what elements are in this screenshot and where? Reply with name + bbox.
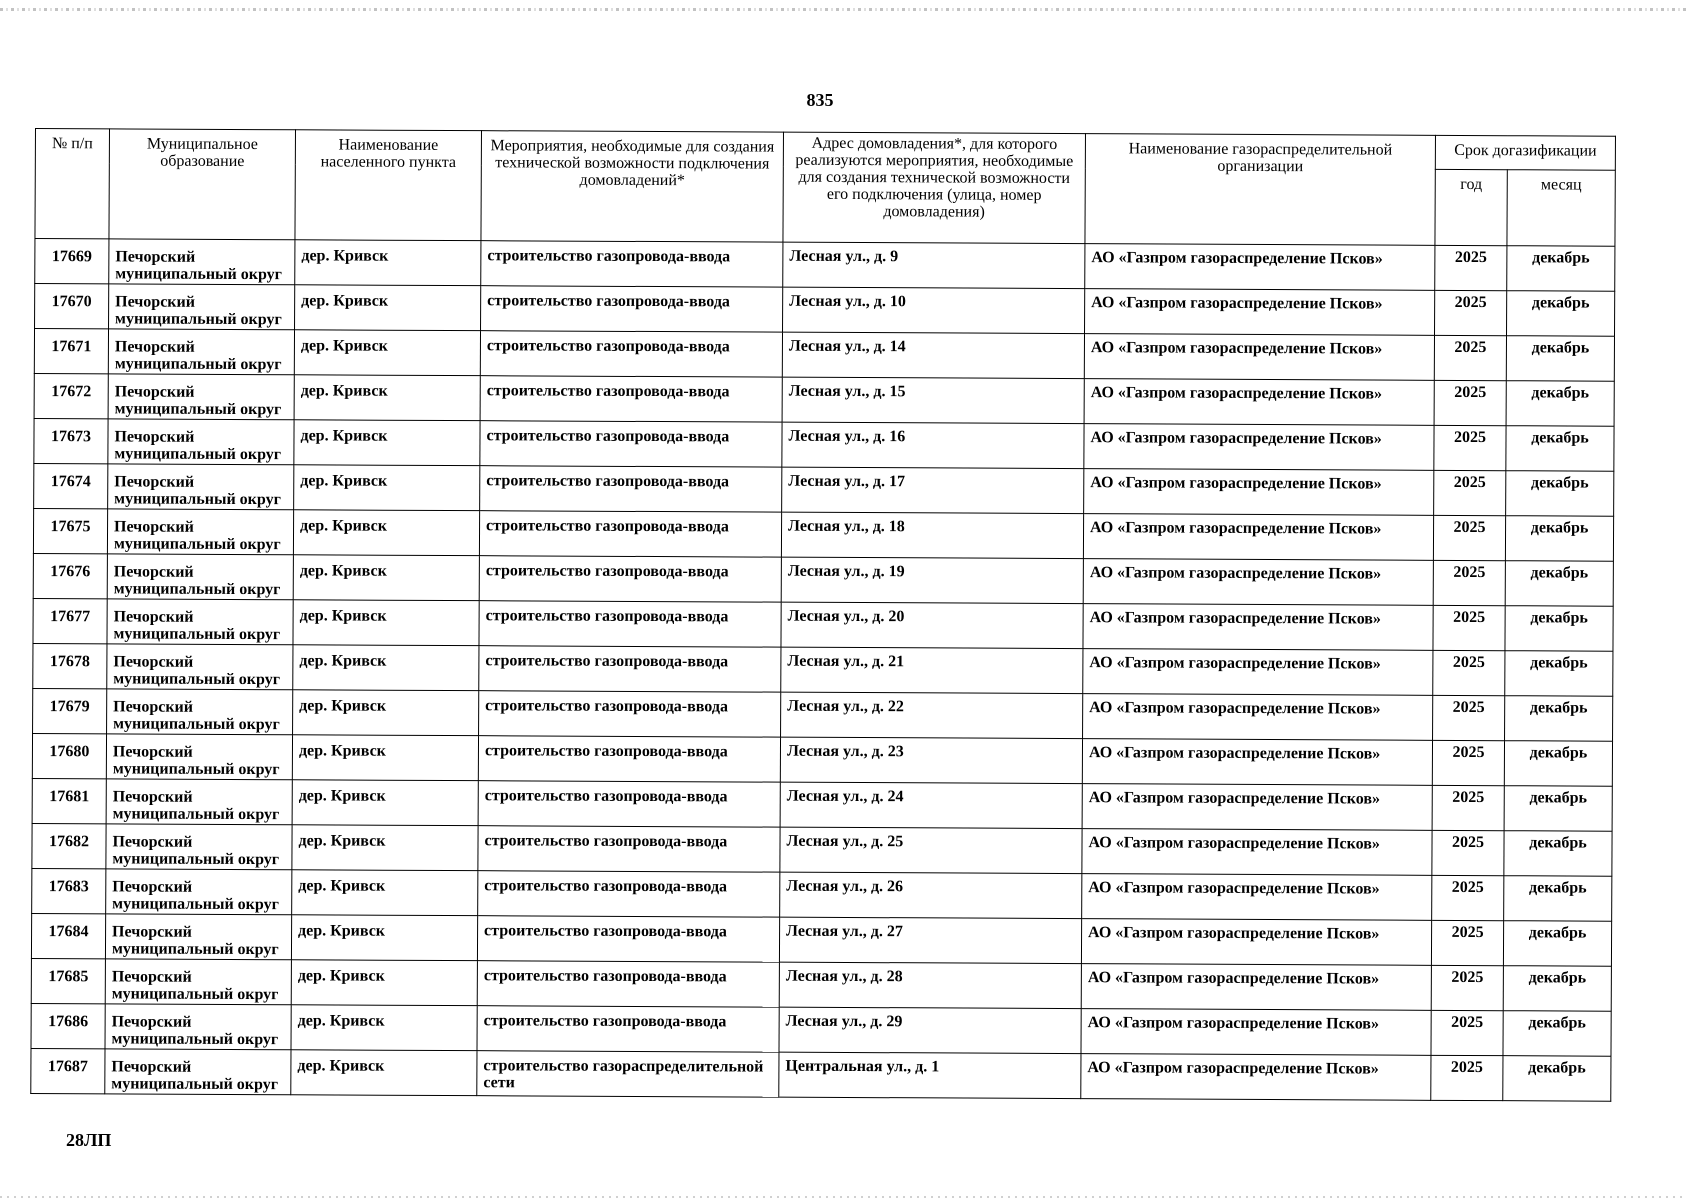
cell-activity: строительство газопровода-ввода [479, 511, 781, 557]
header-municipality: Муниципальное образование [109, 129, 296, 240]
cell-number: 17687 [31, 1048, 105, 1093]
cell-activity: строительство газопровода-ввода [478, 871, 780, 917]
cell-municipality [105, 914, 291, 960]
cell-municipality [107, 599, 293, 645]
cell-number: 17679 [33, 688, 107, 733]
cell-municipality [107, 509, 293, 555]
cell-month: декабрь [1504, 831, 1612, 877]
cell-number: 17672 [34, 373, 108, 418]
header-num: № п/п [35, 129, 110, 239]
table-row [33, 688, 1613, 741]
cell-settlement: дер. Кривск [293, 690, 479, 736]
cell-address: Лесная ул., д. 24 [780, 782, 1082, 828]
cell-settlement: дер. Кривск [293, 510, 479, 556]
cell-settlement: дер. Кривск [295, 240, 481, 286]
cell-address: Лесная ул., д. 28 [779, 962, 1081, 1008]
cell-number: 17676 [33, 553, 107, 598]
cell-settlement: дер. Кривск [293, 645, 479, 691]
cell-organization: АО «Газпром газораспределение Псков» [1085, 244, 1435, 291]
cell-organization: АО «Газпром газораспределение Псков» [1083, 559, 1433, 606]
cell-address: Лесная ул., д. 18 [781, 512, 1083, 558]
cell-year: 2025 [1432, 740, 1504, 785]
header-activities: Мероприятия, необходимые для создания технической возможности подключения домовладений* [481, 131, 784, 242]
header-organization: Наименование газораспределительной организации [1085, 134, 1436, 246]
cell-municipality [108, 329, 294, 375]
cell-number: 17685 [31, 958, 105, 1003]
cell-month: декабрь [1505, 651, 1613, 697]
table-row [31, 958, 1611, 1011]
municipality-name: Печорский [112, 878, 193, 896]
cell-settlement: дер. Кривск [293, 600, 479, 646]
municipality-name: Печорский [112, 788, 193, 806]
cell-organization: АО «Газпром газораспределение Псков» [1082, 829, 1432, 876]
header-month: месяц [1507, 170, 1615, 247]
cell-year: 2025 [1435, 245, 1507, 290]
municipality-name: Печорский [114, 383, 195, 401]
cell-year: 2025 [1432, 875, 1504, 920]
municipality-name: Печорский [111, 1013, 192, 1031]
cell-year: 2025 [1433, 695, 1505, 740]
cell-month: декабрь [1507, 291, 1615, 337]
cell-activity: строительство газопровода-ввода [481, 241, 783, 287]
table-row [34, 373, 1614, 426]
municipality-name: Печорский [114, 428, 195, 446]
page-number: 835 [806, 90, 834, 110]
cell-month: декабрь [1506, 471, 1614, 517]
header-settlement: Наименование населенного пункта [295, 130, 482, 241]
cell-year: 2025 [1433, 605, 1505, 650]
municipality-name: Печорский [111, 968, 192, 986]
header-year: год [1435, 169, 1507, 245]
cell-number: 17680 [32, 733, 106, 778]
header-address: Адрес домовладения*, для которого реализуются мероприятия, необходимые для создания технической возможности его подключения (улица, номер домовладения) [783, 132, 1086, 243]
cell-organization: АО «Газпром газораспределение Псков» [1082, 784, 1432, 831]
cell-municipality [107, 689, 293, 735]
municipality-name: Печорский [111, 1058, 192, 1076]
municipality-name: Печорский [113, 698, 194, 716]
cell-address: Лесная ул., д. 9 [783, 242, 1085, 288]
cell-organization: АО «Газпром газораспределение Псков» [1081, 964, 1431, 1011]
cell-organization: АО «Газпром газораспределение Псков» [1084, 379, 1434, 426]
cell-month: декабрь [1503, 921, 1611, 967]
cell-organization: АО «Газпром газораспределение Псков» [1083, 694, 1433, 741]
cell-year: 2025 [1432, 785, 1504, 830]
cell-address: Лесная ул., д. 21 [781, 647, 1083, 693]
cell-year: 2025 [1431, 920, 1503, 965]
cell-municipality [106, 779, 292, 825]
cell-number: 17675 [33, 508, 107, 553]
cell-municipality [109, 239, 295, 285]
cell-organization: АО «Газпром газораспределение Псков» [1084, 424, 1434, 471]
table-row [32, 733, 1612, 786]
cell-activity: строительство газопровода-ввода [479, 646, 781, 692]
cell-month: декабрь [1505, 561, 1613, 607]
cell-organization: АО «Газпром газораспределение Псков» [1082, 874, 1432, 921]
cell-municipality [109, 284, 295, 330]
cell-municipality [107, 554, 293, 600]
table-row [33, 598, 1613, 651]
table-row [34, 418, 1614, 471]
cell-year: 2025 [1431, 1010, 1503, 1055]
cell-address: Лесная ул., д. 26 [780, 872, 1082, 918]
municipality-type: муниципальный округ [114, 355, 282, 374]
municipality-name: Печорский [113, 563, 194, 581]
cell-organization: АО «Газпром газораспределение Псков» [1081, 1054, 1431, 1101]
municipality-name: Печорский [113, 608, 194, 626]
cell-activity: строительство газопровода-ввода [478, 781, 780, 827]
municipality-type: муниципальный округ [111, 1075, 279, 1094]
municipality-name: Печорский [115, 293, 196, 311]
cell-number: 17674 [34, 463, 108, 508]
cell-month: декабрь [1504, 741, 1612, 787]
table-row [32, 868, 1612, 921]
cell-number: 17684 [31, 913, 105, 958]
cell-settlement: дер. Кривск [293, 555, 479, 601]
cell-month: декабрь [1506, 426, 1614, 472]
scan-edge-bottom [0, 1196, 1686, 1198]
municipality-type: муниципальный округ [111, 985, 279, 1004]
cell-organization: АО «Газпром газораспределение Псков» [1081, 1009, 1431, 1056]
cell-number: 17686 [31, 1003, 105, 1048]
municipality-type: муниципальный округ [111, 940, 279, 959]
cell-organization: АО «Газпром газораспределение Псков» [1085, 289, 1435, 336]
table-row [31, 913, 1611, 966]
cell-month: декабрь [1506, 381, 1614, 427]
cell-year: 2025 [1434, 380, 1506, 425]
table-row [34, 329, 1614, 382]
cell-month: декабрь [1505, 516, 1613, 562]
gasification-table [30, 128, 1616, 1102]
cell-activity: строительство газопровода-ввода [480, 421, 782, 467]
cell-address: Лесная ул., д. 17 [782, 467, 1084, 513]
cell-activity: строительство газопровода-ввода [477, 1006, 779, 1052]
table-row [34, 463, 1614, 516]
cell-month: декабрь [1503, 1011, 1611, 1057]
cell-organization: АО «Газпром газораспределение Псков» [1084, 469, 1434, 516]
cell-year: 2025 [1431, 965, 1503, 1010]
cell-organization: АО «Газпром газораспределение Псков» [1082, 739, 1432, 786]
cell-activity: строительство газопровода-ввода [481, 286, 783, 332]
cell-month: декабрь [1504, 876, 1612, 922]
table-row [31, 1003, 1611, 1056]
cell-address: Лесная ул., д. 25 [780, 827, 1082, 873]
cell-month: декабрь [1503, 1056, 1611, 1102]
municipality-type: муниципальный округ [111, 1030, 279, 1049]
cell-settlement: дер. Кривск [292, 780, 478, 826]
municipality-type: муниципальный округ [113, 670, 281, 689]
scan-edge-top [0, 8, 1686, 11]
municipality-type: муниципальный округ [114, 445, 282, 464]
cell-municipality [106, 824, 292, 870]
cell-municipality [105, 959, 291, 1005]
cell-number: 17683 [32, 868, 106, 913]
cell-municipality [105, 1049, 291, 1095]
cell-number: 17678 [33, 643, 107, 688]
cell-address: Лесная ул., д. 20 [781, 602, 1083, 648]
cell-address: Центральная ул., д. 1 [779, 1052, 1081, 1098]
municipality-name: Печорский [112, 833, 193, 851]
municipality-name: Печорский [114, 473, 195, 491]
table-row [33, 508, 1613, 561]
cell-address: Лесная ул., д. 14 [782, 332, 1084, 378]
footer-code: 28ЛП [66, 1130, 112, 1150]
cell-activity: строительство газопровода-ввода [479, 691, 781, 737]
municipality-type: муниципальный округ [114, 400, 282, 419]
cell-number: 17671 [34, 329, 108, 374]
municipality-type: муниципальный округ [112, 895, 279, 914]
cell-activity: строительство газопровода-ввода [479, 556, 781, 602]
cell-activity: строительство газопровода-ввода [480, 466, 782, 512]
cell-month: декабрь [1505, 606, 1613, 652]
cell-activity: строительство газопровода-ввода [480, 376, 782, 422]
cell-municipality [108, 419, 294, 465]
municipality-type: муниципальный округ [113, 535, 281, 554]
cell-activity: строительство газопровода-ввода [478, 826, 780, 872]
cell-month: декабрь [1505, 696, 1613, 742]
municipality-name: Печорский [114, 518, 194, 536]
cell-address: Лесная ул., д. 10 [783, 287, 1085, 333]
cell-month: декабрь [1503, 966, 1611, 1012]
table-row [31, 1048, 1611, 1101]
cell-year: 2025 [1431, 1055, 1503, 1100]
municipality-type: муниципальный округ [114, 490, 281, 509]
cell-number: 17681 [32, 778, 106, 823]
cell-number: 17669 [35, 239, 109, 284]
cell-settlement: дер. Кривск [292, 735, 478, 781]
table-row [32, 823, 1612, 876]
cell-activity: строительство газопровода-ввода [478, 736, 780, 782]
table-row [33, 553, 1613, 606]
municipality-type: муниципальный округ [115, 310, 282, 329]
cell-organization: АО «Газпром газораспределение Псков» [1081, 919, 1431, 966]
cell-organization: АО «Газпром газораспределение Псков» [1083, 514, 1433, 561]
municipality-type: муниципальный округ [113, 625, 281, 644]
table-row [32, 778, 1612, 831]
cell-month: декабрь [1506, 336, 1614, 382]
municipality-type: муниципальный округ [113, 580, 281, 599]
cell-address: Лесная ул., д. 23 [780, 737, 1082, 783]
cell-settlement: дер. Кривск [294, 420, 480, 466]
cell-number: 17670 [35, 284, 109, 329]
cell-settlement: дер. Кривск [294, 330, 480, 376]
municipality-type: муниципальный округ [115, 265, 282, 284]
cell-activity: строительство газораспределительной сети [477, 1051, 779, 1097]
cell-address: Лесная ул., д. 15 [782, 377, 1084, 423]
municipality-name: Печорский [114, 338, 195, 356]
cell-year: 2025 [1433, 515, 1505, 560]
cell-activity: строительство газопровода-ввода [477, 961, 779, 1007]
cell-year: 2025 [1435, 290, 1507, 335]
cell-activity: строительство газопровода-ввода [477, 916, 779, 962]
cell-year: 2025 [1432, 830, 1504, 875]
municipality-name: Печорский [112, 743, 193, 761]
cell-municipality [108, 464, 294, 510]
cell-settlement: дер. Кривск [291, 1005, 477, 1051]
cell-month: декабрь [1504, 786, 1612, 832]
cell-number: 17682 [32, 823, 106, 868]
municipality-name: Печорский [115, 248, 196, 266]
cell-organization: АО «Газпром газораспределение Псков» [1083, 604, 1433, 651]
table-body [31, 239, 1615, 1102]
cell-organization: АО «Газпром газораспределение Псков» [1084, 334, 1434, 381]
cell-settlement: дер. Кривск [291, 915, 477, 961]
cell-municipality [108, 374, 294, 420]
table-row [35, 239, 1615, 292]
header-term: Срок догазификации [1435, 135, 1615, 170]
cell-settlement: дер. Кривск [294, 375, 480, 421]
municipality-type: муниципальный округ [112, 805, 280, 824]
cell-year: 2025 [1434, 425, 1506, 470]
cell-address: Лесная ул., д. 27 [779, 917, 1081, 963]
cell-settlement: дер. Кривск [294, 465, 480, 511]
table-row [35, 284, 1615, 337]
cell-municipality [106, 734, 292, 780]
cell-settlement: дер. Кривск [292, 870, 478, 916]
municipality-name: Печорский [113, 653, 194, 671]
cell-address: Лесная ул., д. 29 [779, 1007, 1081, 1053]
cell-address: Лесная ул., д. 22 [781, 692, 1083, 738]
cell-year: 2025 [1433, 650, 1505, 695]
cell-settlement: дер. Кривск [291, 1050, 477, 1096]
municipality-type: муниципальный округ [113, 715, 280, 734]
cell-year: 2025 [1434, 470, 1506, 515]
cell-address: Лесная ул., д. 16 [782, 422, 1084, 468]
municipality-name: Печорский [112, 923, 192, 941]
cell-year: 2025 [1433, 560, 1505, 605]
cell-organization: АО «Газпром газораспределение Псков» [1083, 649, 1433, 696]
municipality-type: муниципальный округ [112, 760, 280, 779]
cell-activity: строительство газопровода-ввода [480, 331, 782, 377]
cell-municipality [105, 1004, 291, 1050]
cell-municipality [106, 869, 292, 915]
cell-number: 17673 [34, 418, 108, 463]
cell-activity: строительство газопровода-ввода [479, 601, 781, 647]
cell-number: 17677 [33, 598, 107, 643]
cell-month: декабрь [1507, 246, 1615, 292]
table-row [33, 643, 1613, 696]
cell-year: 2025 [1434, 335, 1506, 380]
cell-address: Лесная ул., д. 19 [781, 557, 1083, 603]
cell-settlement: дер. Кривск [291, 960, 477, 1006]
cell-municipality [107, 644, 293, 690]
cell-settlement: дер. Кривск [292, 825, 478, 871]
municipality-type: муниципальный округ [112, 850, 280, 869]
cell-settlement: дер. Кривск [295, 285, 481, 331]
